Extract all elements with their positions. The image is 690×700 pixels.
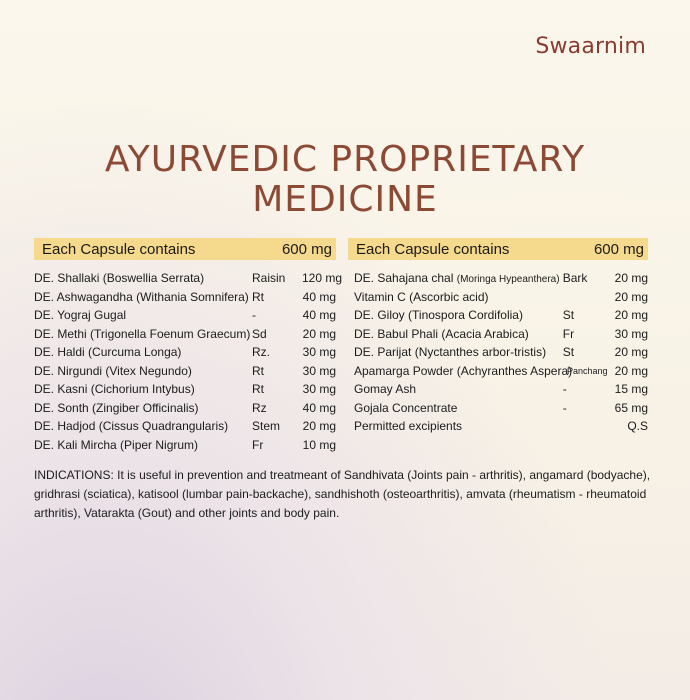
page-title [0,140,690,220]
ingredient-part: Fr [252,437,264,452]
ingredient-name: DE. Nirgundi [34,363,103,378]
ingredient-name: Vitamin C [354,289,406,304]
ingredient-name-cell [348,363,573,378]
ingredient-part: St [562,345,575,360]
ingredient-dose: 20 mg [614,308,648,323]
ingredient-name: DE. Sonth [34,400,89,415]
ingredient-part: Rz [252,400,267,415]
ingredient-latin-name: (Vitex Negundo) [105,363,192,378]
ingredient-latin-name: (Cichorium Intybus) [90,382,195,397]
ingredient-row [34,362,336,381]
ingredient-name: Gojala Concentrate [354,400,458,415]
ingredient-row [34,306,336,325]
ingredient-name-cell [34,438,252,452]
ingredient-row [34,417,336,436]
ingredient-part: Rt [252,382,264,397]
ingredient-latin-name: (Trigonella Foenum Graecum) [90,326,251,341]
ingredient-name-cell [34,290,252,304]
ingredient-part: Rt [252,363,264,378]
indications-text: INDICATIONS: It is useful in prevention and treatmeant of Sandhivata (Joints pain - arthritis), angamard (bodyache), gridhrasi (sciatica), katisool (lumbar pain-backache), sandhishoth (osteoarthritis), amvata (rheumatism - rheumatoid arthritis), Vatarakta (Gout) and other joints and body pain. [34,468,651,520]
ingredient-part: - [562,400,567,415]
ingredient-name-cell [34,308,252,322]
ingredient-dose: 20 mg [614,345,648,360]
ingredient-part: Rz. [252,345,270,360]
ingredient-name-cell [348,419,563,433]
ingredient-dose: 65 mg [614,400,648,415]
ingredient-row [348,325,648,344]
ingredient-name: DE. Parijat [354,345,412,360]
ingredient-dose: Q.S [627,419,648,434]
ingredient-latin-name: (Zingiber Officinalis) [92,400,199,415]
ingredient-dose: 30 mg [302,363,336,378]
ingredient-dose: 30 mg [302,345,336,360]
ingredient-latin-name: (Ascorbic acid) [409,289,489,304]
ingredient-latin-name: (Nyctanthes arbor-tristis) [414,345,547,360]
left-header-value: 600 mg [281,240,332,258]
ingredient-name: DE. Kasni [34,382,88,397]
ingredient-row [34,343,336,362]
ingredient-name-cell [348,308,563,322]
ingredient-row [34,436,336,455]
ingredient-row [348,380,648,399]
ingredient-name-cell [348,271,563,285]
ingredient-dose: 30 mg [302,382,336,397]
ingredient-dose: 10 mg [302,437,336,452]
ingredient-name-cell [348,327,563,341]
right-header-value: 600 mg [593,240,644,258]
ingredient-name-cell [34,382,252,396]
right-composition-column [348,238,648,436]
ingredient-name-cell [34,271,252,285]
ingredient-latin-name: (Tinospora Cordifolia) [408,308,523,323]
ingredient-latin-name: (Curcuma Longa) [88,345,182,360]
ingredient-dose: 15 mg [614,382,648,397]
ingredient-part: Sd [252,326,267,341]
ingredient-dose: 20 mg [614,363,648,378]
ingredient-part: Fr [562,326,575,341]
ingredient-name-cell [34,327,252,341]
ingredient-dose: 20 mg [614,289,648,304]
ingredient-name-cell [348,401,563,415]
ingredient-latin-name: (Achyranthes Aspera) [456,363,573,378]
ingredient-name: Apamarga Powder [354,363,454,378]
ingredient-name: DE. Haldi [34,345,85,360]
ingredient-part: Raisin [252,271,286,286]
ingredient-part: - [252,308,256,323]
ingredient-latin-name: (Moringa Hypeanthera) [456,274,560,286]
title-line-2: MEDICINE [252,179,438,220]
ingredient-row [348,399,648,418]
ingredient-name: DE. Yograj Gugal [34,308,127,323]
ingredient-row [348,362,648,381]
ingredient-name: DE. Babul Phali [354,326,439,341]
ingredient-name: DE. Methi [34,326,87,341]
title-line-1: AYURVEDIC PROPRIETARY [104,139,586,180]
ingredient-row [348,343,648,362]
left-header-band [34,238,336,260]
ingredient-row [34,325,336,344]
ingredient-name-cell [34,419,252,433]
right-header-band [348,238,648,260]
ingredient-name-cell [348,290,563,304]
ingredient-part: Panchang [567,365,608,376]
ingredient-latin-name: (Acacia Arabica) [441,326,529,341]
ingredient-dose: 30 mg [614,326,648,341]
ingredient-dose: 20 mg [302,419,336,434]
ingredient-dose: 40 mg [302,289,336,304]
right-ingredient-list [348,269,648,436]
ingredient-row [348,269,648,288]
ingredient-row [34,288,336,307]
ingredient-latin-name: (Cissus Quadrangularis) [98,419,229,434]
ingredient-part: Stem [252,419,281,434]
ingredient-name: Gomay Ash [354,382,417,397]
ingredient-dose: 20 mg [614,271,648,286]
left-header-label: Each Capsule contains [42,240,196,258]
ingredient-dose: 40 mg [302,400,336,415]
ingredient-name: DE. Ashwagandha [34,289,133,304]
ingredient-row [348,417,648,436]
ingredient-name-cell [34,401,252,415]
ingredient-part: Rt [252,289,264,304]
right-header-label: Each Capsule contains [356,240,510,258]
ingredient-latin-name: (Piper Nigrum) [120,437,199,452]
ingredient-name: Permitted excipients [354,419,463,434]
brand-logo: Swaarnim [535,34,646,59]
ingredient-name-cell [348,382,563,396]
ingredient-part: St [562,308,575,323]
ingredient-name: DE. Giloy [354,308,405,323]
ingredient-row [348,306,648,325]
ingredient-row [34,399,336,418]
ingredient-part: - [562,382,567,397]
ingredient-name-cell [34,364,252,378]
ingredient-name: DE. Shallaki [34,271,100,286]
ingredient-latin-name: (Boswellia Serrata) [102,271,205,286]
left-composition-column [34,238,343,454]
ingredient-dose: 120 mg [302,271,343,286]
ingredient-name-cell [348,345,563,359]
ingredient-name-cell [34,345,252,359]
ingredient-dose: 40 mg [302,308,336,323]
ingredient-row [34,269,343,288]
ingredient-name: DE. Kali Mircha [34,437,117,452]
ingredient-dose: 20 mg [302,326,336,341]
ingredient-row [34,380,336,399]
ingredient-name: DE. Sahajana chal [354,271,454,286]
ingredient-name: DE. Hadjod [34,419,96,434]
ingredient-row [348,288,648,307]
left-ingredient-list [34,269,343,454]
ingredient-part: Bark [562,271,588,286]
ingredient-latin-name: (Withania Somnifera) [136,289,249,304]
